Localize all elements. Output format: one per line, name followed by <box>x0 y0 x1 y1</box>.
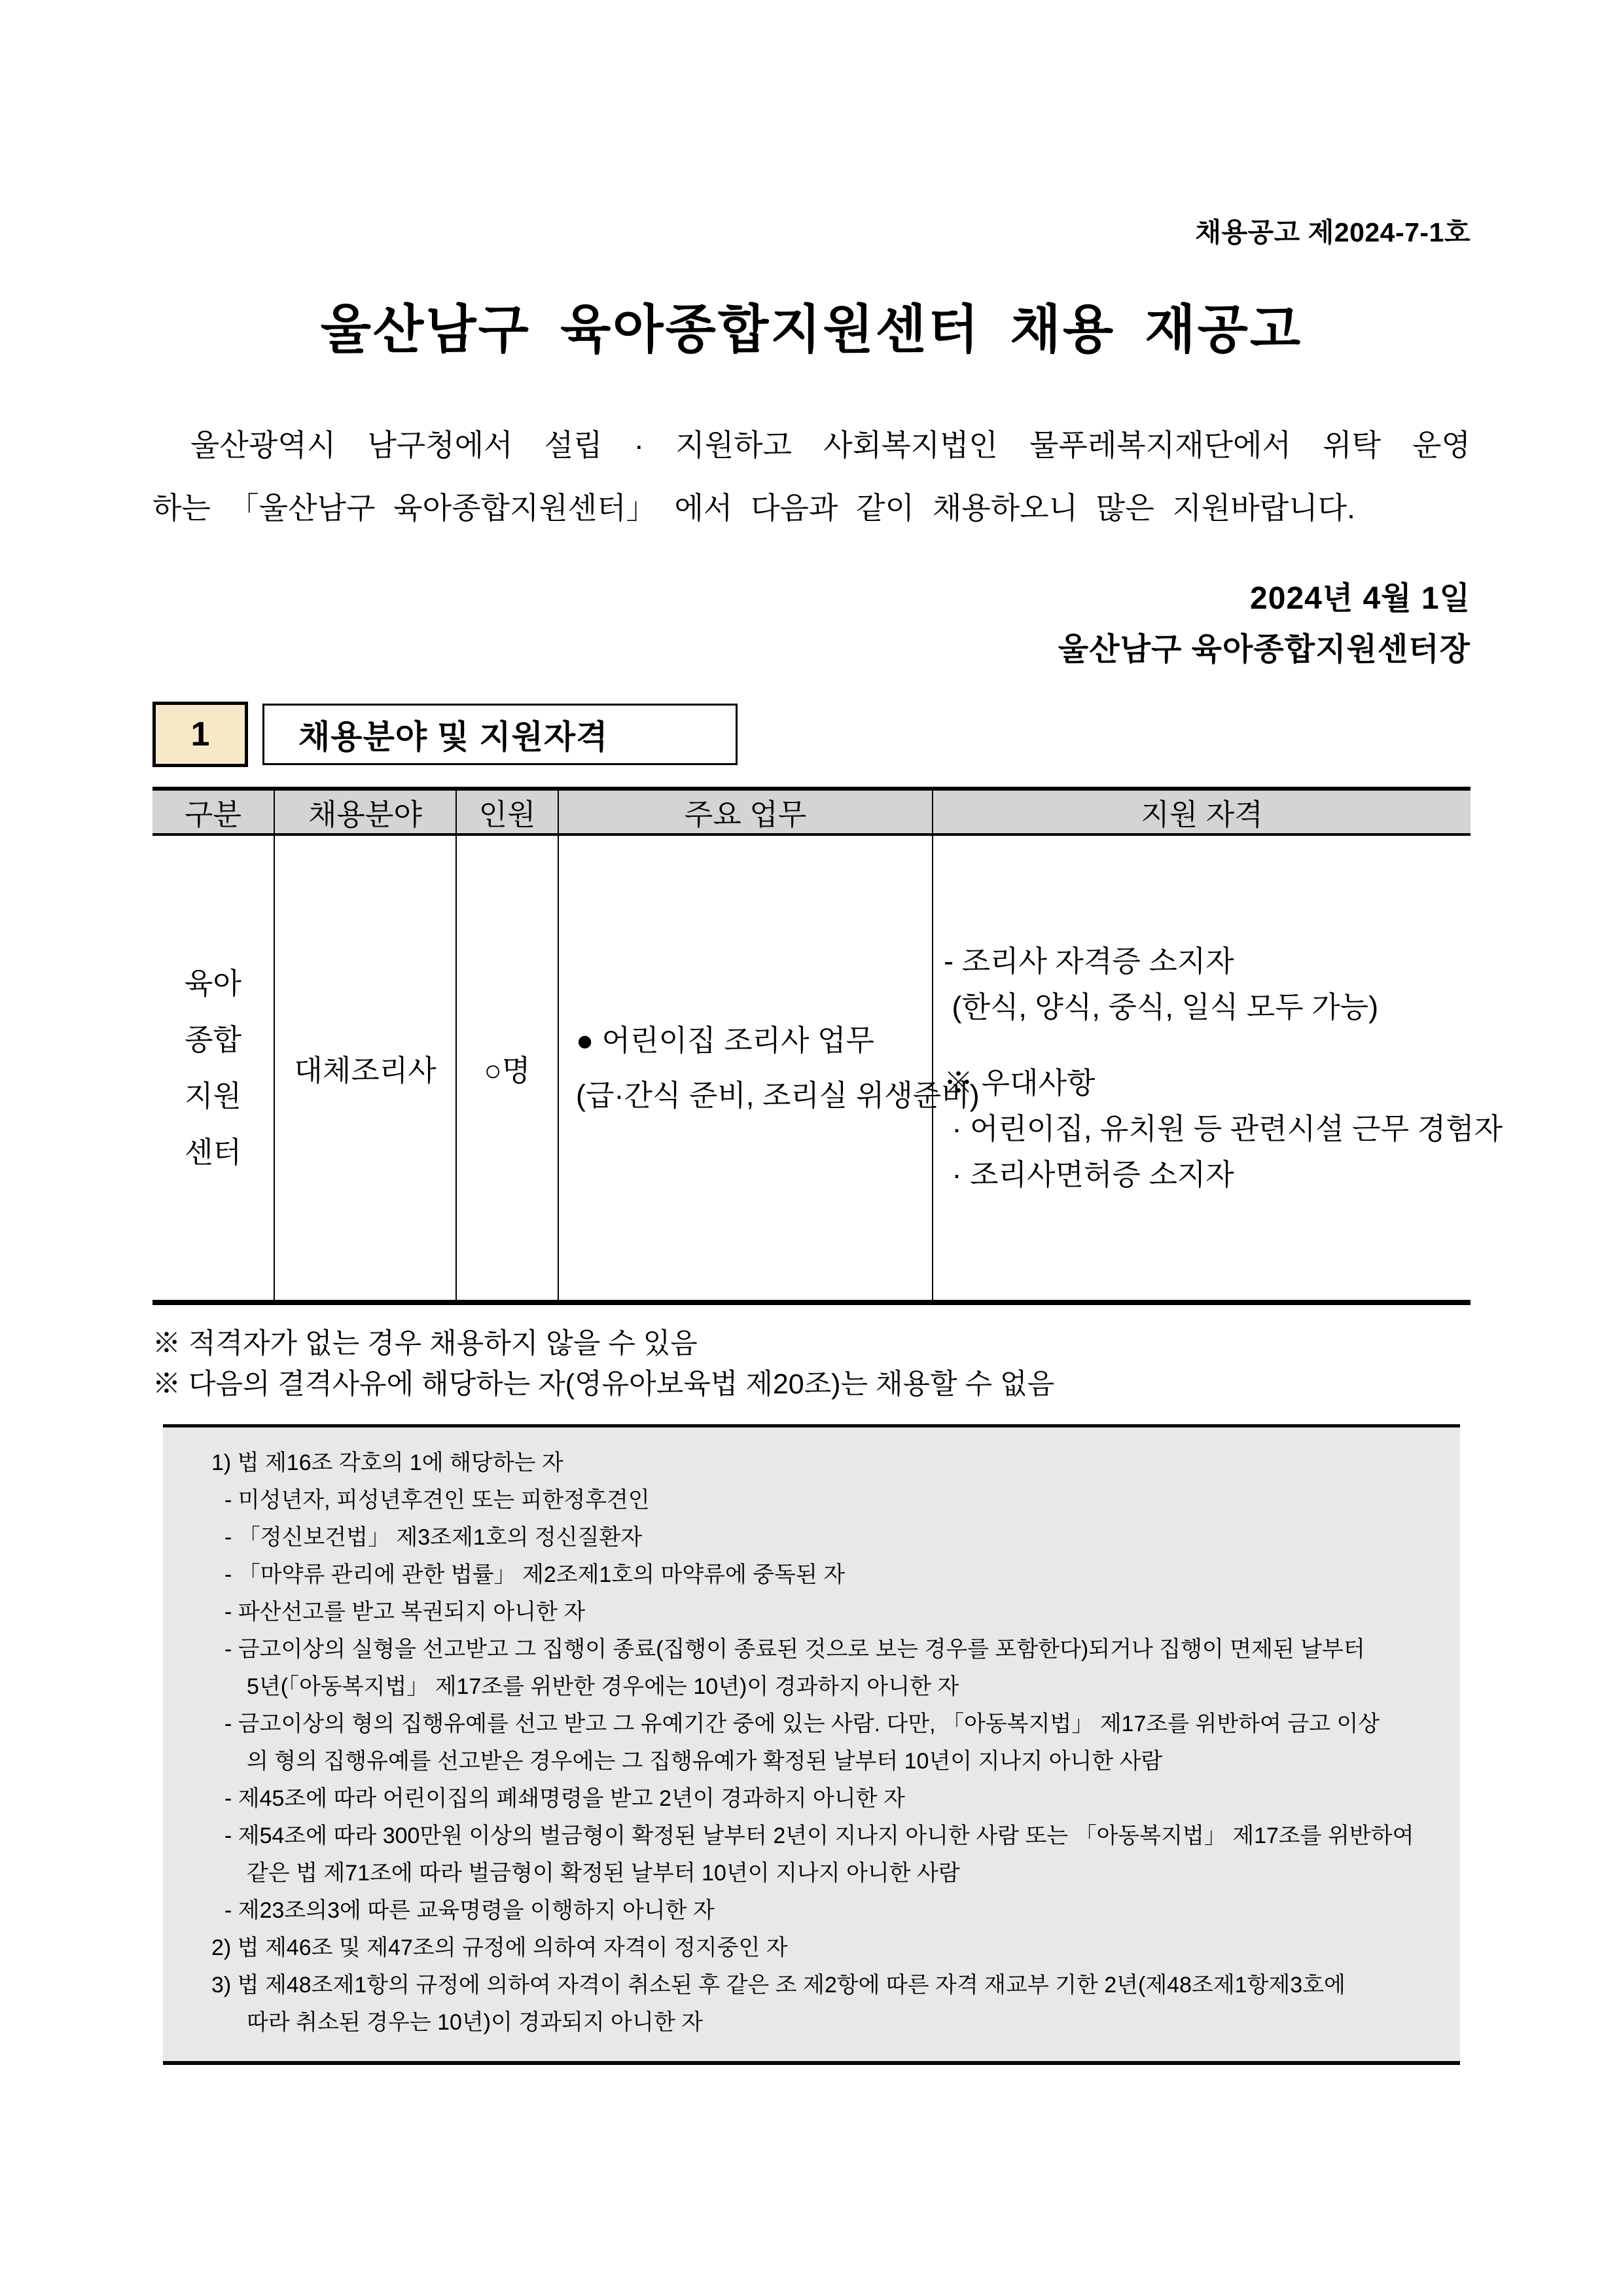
disqualification-line: - 금고이상의 형의 집행유예를 선고 받고 그 유예기간 중에 있는 사람. 다만, 「아동복지법」 제17조를 위반하여 금고 이상 <box>224 1712 1380 1736</box>
col-header-qualifications: 지원 자격 <box>933 789 1471 834</box>
disqualification-line: 3) 법 제48조제1항의 규정에 의하여 자격이 취소된 후 같은 조 제2항에 따른 자격 재교부 기한 2년(제48조제1항제3호에 <box>211 1973 1346 1998</box>
col-header-category: 구분 <box>152 789 274 834</box>
note-line: ※ 적격자가 없는 경우 채용하지 않을 수 있음 <box>152 1328 698 1359</box>
section-number-box: 1 <box>152 702 248 767</box>
category-line: 지원 <box>185 1079 241 1113</box>
intro-line-1: 울산광역시 남구청에서 설립 · 지원하고 사회복지법인 물푸레복지재단에서 위탁 운영 <box>190 428 1471 462</box>
document-content <box>0 211 1623 2065</box>
doc-number: 채용공고 제2024-7-1호 <box>1195 217 1471 247</box>
category-line: 센터 <box>185 1135 241 1169</box>
disqualification-line: - 제45조에 따라 어린이집의 폐쇄명령을 받고 2년이 경과하지 아니한 자 <box>224 1786 905 1811</box>
intro-line-2: 하는 「울산남구 육아종합지원센터」 에서 다음과 같이 채용하오니 많은 지원바랍니다. <box>152 491 1355 525</box>
disqualification-line: - 금고이상의 실형을 선고받고 그 집행이 종료(집행이 종료된 것으로 보는 경우를 포함한다)되거나 집행이 면제된 날부터 <box>224 1637 1365 1662</box>
category-line: 육아 <box>185 966 241 1000</box>
disqualification-line: - 「정신보건법」 제3조제1호의 정신질환자 <box>224 1525 643 1550</box>
quals-line: · 조리사면허증 소지자 <box>944 1157 1234 1191</box>
disqualification-line: 2) 법 제46조 및 제47조의 규정에 의하여 자격이 정지중인 자 <box>211 1935 788 1960</box>
quals-gap <box>944 1030 1471 1060</box>
disqualification-line: 같은 법 제71조에 따라 벌금형이 확정된 날부터 10년이 지나지 아니한 사람 <box>247 1861 960 1886</box>
table-row <box>152 834 1471 1302</box>
cell-category <box>152 834 274 1302</box>
disqualification-box <box>163 1424 1460 2065</box>
disqualification-line: - 미성년자, 피성년후견인 또는 피한정후견인 <box>224 1488 650 1513</box>
quals-line: ※ 우대사항 <box>944 1066 1096 1100</box>
disqualification-line: 의 형의 집행유예를 선고받은 경우에는 그 집행유예가 확정된 날부터 10년이 지나지 아니한 사람 <box>247 1749 1163 1774</box>
cell-duties <box>558 834 980 1302</box>
cell-qualifications <box>933 834 1503 1302</box>
date-block <box>152 573 1471 675</box>
col-header-duties: 주요 업무 <box>558 789 933 834</box>
disqualification-line: 1) 법 제16조 각호의 1에 해당하는 자 <box>211 1450 563 1475</box>
section-header <box>152 702 1471 767</box>
section-title-box: 채용분야 및 지원자격 <box>262 704 738 765</box>
disqualification-line: - 제54조에 따라 300만원 이상의 벌금형이 확정된 날부터 2년이 지나지 아니한 사람 또는 「아동복지법」 제17조를 위반하여 <box>224 1823 1414 1848</box>
disqualification-line: - 파산선고를 받고 복권되지 아니한 자 <box>224 1600 586 1624</box>
col-header-headcount: 인원 <box>456 789 558 834</box>
category-line: 종합 <box>185 1022 241 1056</box>
cell-field: 대체조리사 <box>274 834 456 1302</box>
issue-date: 2024년 4월 1일 <box>1250 581 1471 616</box>
table-notes <box>152 1323 1471 1405</box>
recruitment-table <box>152 787 1503 1305</box>
quals-line: · 어린이집, 유치원 등 관련시설 근무 경험자 <box>944 1111 1503 1145</box>
disqualification-line: - 제23조의3에 따른 교육명령을 이행하지 아니한 자 <box>224 1898 715 1923</box>
quals-line: - 조리사 자격증 소지자 <box>944 944 1234 978</box>
page-title: 울산남구 육아종합지원센터 채용 재공고 <box>320 300 1303 359</box>
issuer: 울산남구 육아종합지원센터장 <box>1058 632 1471 667</box>
cell-headcount: ○명 <box>456 834 558 1302</box>
duties-line: ● 어린이집 조리사 업무 <box>576 1023 874 1057</box>
quals-line: (한식, 양식, 중식, 일식 모두 가능) <box>944 990 1379 1024</box>
disqualification-line: 5년(「아동복지법」 제17조를 위반한 경우에는 10년)이 경과하지 아니한 자 <box>247 1674 959 1699</box>
note-line: ※ 다음의 결격사유에 해당하는 자(영유아보육법 제20조)는 채용할 수 없음 <box>152 1369 1055 1400</box>
intro-paragraph <box>152 414 1471 539</box>
duties-line: (급·간식 준비, 조리실 위생준비) <box>576 1078 980 1112</box>
col-header-field: 채용분야 <box>274 789 456 834</box>
disqualification-line: - 「마약류 관리에 관한 법률」 제2조제1호의 마약류에 중독된 자 <box>224 1562 846 1587</box>
disqualification-line: 따라 취소된 경우는 10년)이 경과되지 아니한 자 <box>247 2010 704 2035</box>
table-header-row <box>152 789 1471 834</box>
